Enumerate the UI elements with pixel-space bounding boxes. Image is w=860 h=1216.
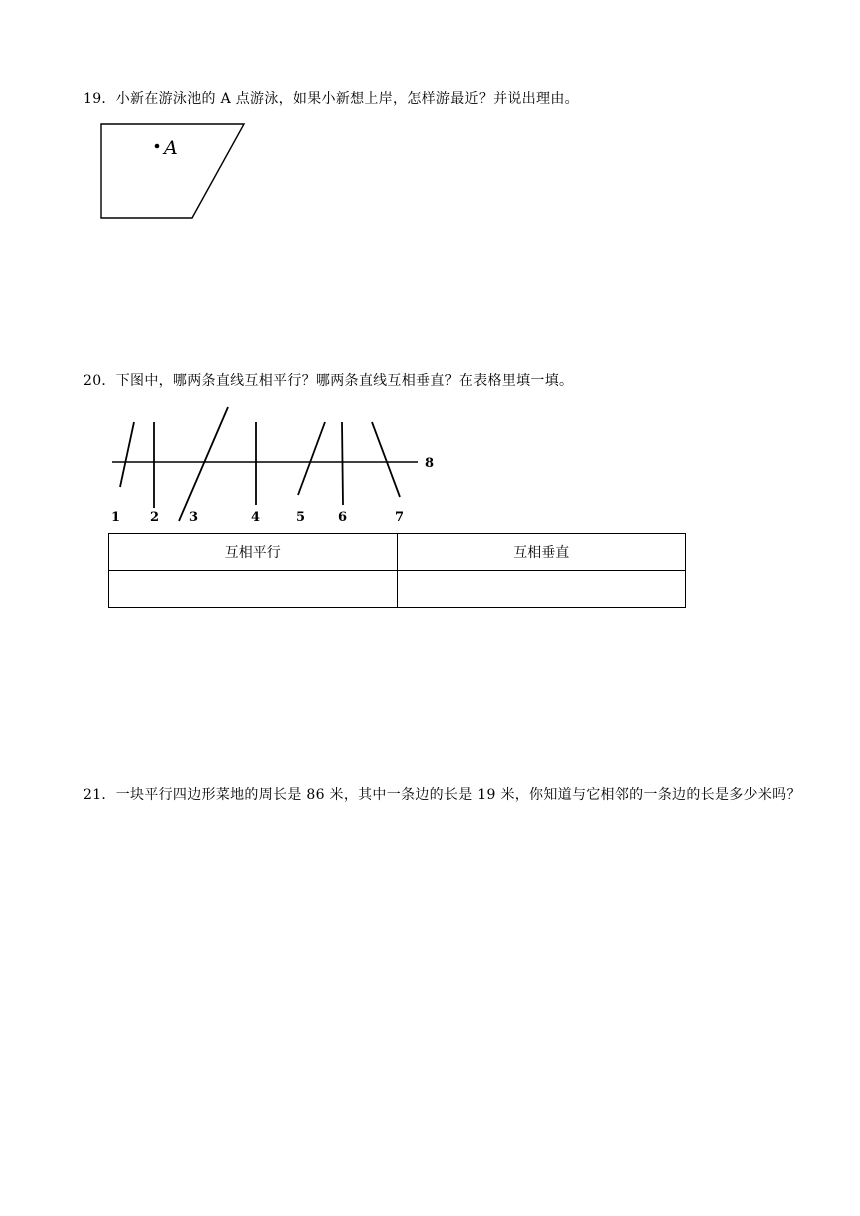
- question-number: 20: [83, 373, 102, 389]
- line-label-2: 2: [150, 510, 160, 525]
- line-label-8: 8: [425, 456, 435, 471]
- answer-table: [108, 533, 686, 608]
- point-a-label: A: [164, 137, 178, 159]
- table-row: [109, 571, 686, 608]
- point-a-dot: [155, 144, 160, 149]
- header-parallel: 互相平行: [109, 534, 398, 571]
- line-label-1: 1: [111, 510, 121, 525]
- answer-cell-perpendicular[interactable]: [397, 571, 686, 608]
- question-number: 21: [83, 787, 102, 803]
- question-text: ．下图中，哪两条直线互相平行？哪两条直线互相垂直？在表格里填一填。: [101, 373, 574, 389]
- line-7: [372, 422, 400, 497]
- question-21: [83, 778, 823, 812]
- table-header-row: [109, 534, 686, 571]
- question-20: [83, 364, 823, 398]
- line-5: [298, 422, 325, 495]
- answer-cell-parallel[interactable]: [109, 571, 398, 608]
- pool-figure: [100, 122, 250, 222]
- lines-figure: [108, 405, 448, 527]
- question-text: ．小新在游泳池的 A 点游泳，如果小新想上岸，怎样游最近？并说出理由。: [101, 91, 579, 107]
- line-label-3: 3: [189, 510, 199, 525]
- line-1: [120, 422, 134, 487]
- header-perpendicular: 互相垂直: [397, 534, 686, 571]
- question-text: ．一块平行四边形菜地的周长是 86 米，其中一条边的长是 19 米，你知道与它相邻的一条边的长是多少米吗？: [101, 787, 801, 803]
- line-6: [342, 422, 343, 505]
- line-label-6: 6: [338, 510, 348, 525]
- question-19: [83, 82, 823, 116]
- question-number: 19: [83, 91, 102, 107]
- line-3: [179, 407, 228, 521]
- line-label-4: 4: [251, 510, 261, 525]
- line-label-5: 5: [296, 510, 306, 525]
- line-label-7: 7: [395, 510, 405, 525]
